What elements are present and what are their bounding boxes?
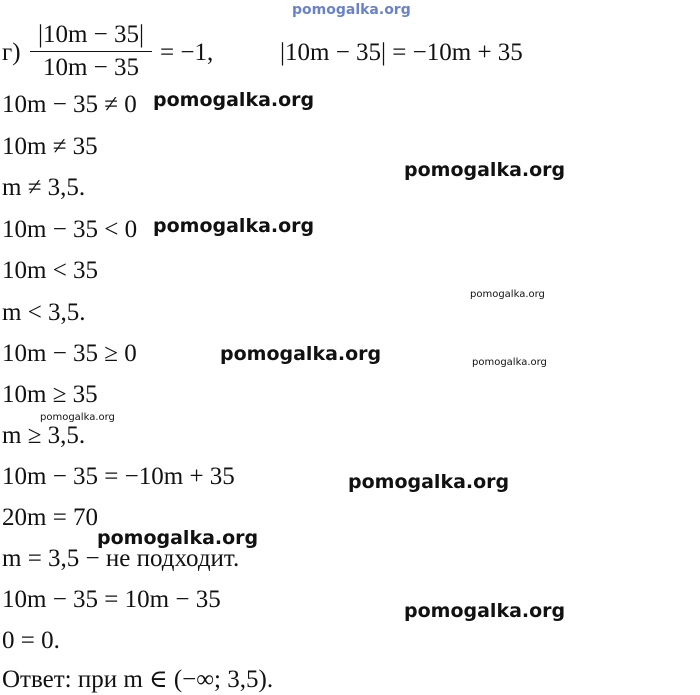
solution-line: 10m ≠ 35: [2, 133, 98, 160]
watermark: pomogalka.org: [404, 159, 566, 181]
watermark: pomogalka.org: [470, 289, 545, 300]
solution-line: 10m − 35 < 0: [2, 216, 138, 243]
solution-line: 10m − 35 = 10m − 35: [2, 586, 221, 613]
watermark: pomogalka.org: [97, 527, 259, 549]
watermark: pomogalka.org: [153, 215, 315, 237]
solution-line: 10m − 35 ≥ 0: [2, 340, 137, 367]
fraction-denominator: 10m − 35: [42, 54, 140, 81]
solution-line: 10m − 35 ≠ 0: [2, 91, 137, 118]
watermark: pomogalka.org: [404, 600, 566, 622]
fraction: [30, 20, 152, 83]
solution-line: 20m = 70: [2, 504, 99, 531]
abs-identity: |10m − 35| = −10m + 35: [280, 39, 523, 66]
fraction-rhs: = −1,: [160, 39, 214, 66]
watermark: pomogalka.org: [472, 357, 547, 368]
watermark: pomogalka.org: [40, 412, 115, 423]
answer-line: Ответ: при m ∈ (−∞; 3,5).: [2, 666, 274, 693]
solution-line: m < 3,5.: [2, 299, 86, 326]
header-watermark: pomogalka.org: [292, 2, 411, 18]
solution-line: 10m − 35 = −10m + 35: [2, 463, 235, 490]
solution-line: m = 3,5 − не подходит.: [2, 545, 240, 572]
task-label: г): [2, 39, 21, 66]
fraction-numerator: |10m − 35|: [30, 20, 152, 52]
solution-line: 10m < 35: [2, 257, 99, 284]
watermark: pomogalka.org: [220, 343, 382, 365]
solution-line: m ≠ 3,5.: [2, 174, 86, 201]
solution-line: 0 = 0.: [2, 627, 60, 654]
solution-line: 10m ≥ 35: [2, 381, 98, 408]
watermark: pomogalka.org: [348, 471, 510, 493]
solution-line: m ≥ 3,5.: [2, 422, 86, 449]
watermark: pomogalka.org: [153, 89, 315, 111]
